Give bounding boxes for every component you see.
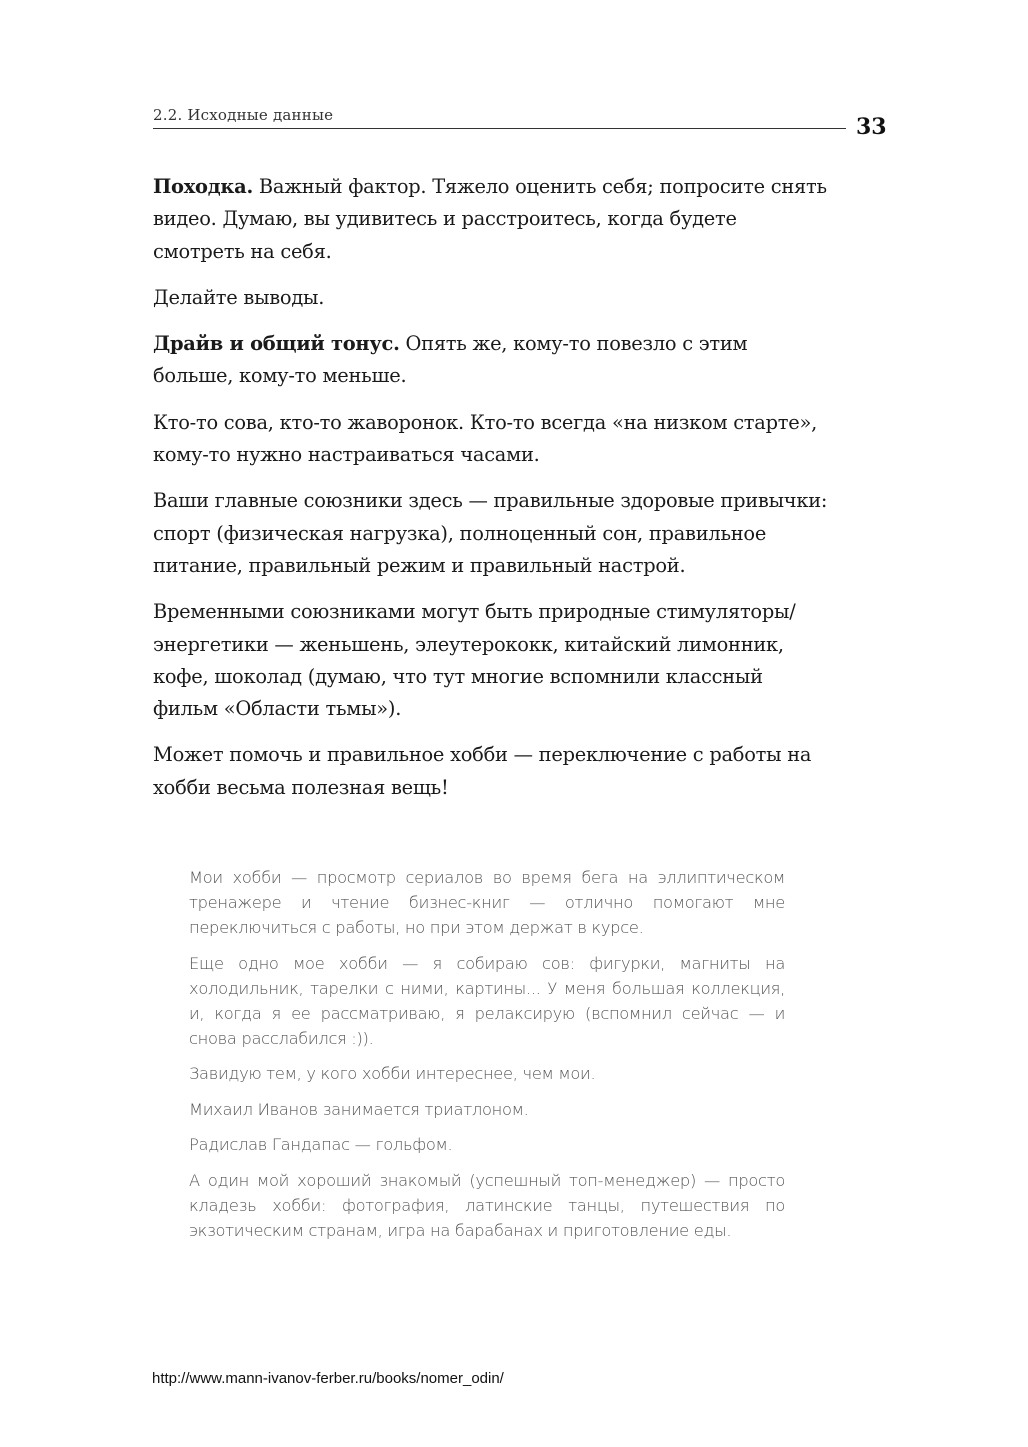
- comment-paragraph: Еще одно мое хобби — я собираю сов: фигурки, магниты на холодильник, тарелки с ними, картины... У меня большая коллекция, и, когда я ее рассматриваю, я релаксирую (вспомнил сейчас — и снова расслабился :)).: [189, 953, 785, 1048]
- comment-paragraph: Радислав Гандапас — гольфом.: [189, 1135, 453, 1154]
- main-text: [153, 171, 828, 818]
- author-comment-block: [189, 865, 785, 1253]
- footer-url-link[interactable]: http://www.mann-ivanov-ferber.ru/books/nomer_odin/: [152, 1370, 504, 1387]
- paragraph-lead: Драйв и общий тонус.: [153, 332, 400, 356]
- paragraph-owl-lark: Кто-то сова, кто-то жаворонок. Кто-то всегда «на низком старте», кому-то нужно настраиваться часами.: [153, 410, 817, 467]
- header-divider: [153, 128, 846, 129]
- comment-paragraph: А один мой хороший знакомый (успешный топ-менеджер) — просто кладезь хобби: фотография, латинские танцы, путешествия по экзотическим странам, игра на барабанах и приготовление еды.: [189, 1170, 785, 1240]
- paragraph-gait: [153, 171, 828, 268]
- paragraph-stimulants: Временными союзниками могут быть природные стимуляторы/энергетики — женьшень, элеутерококк, китайский лимонник, кофе, шоколад (думаю, что тут многие вспомнили классный фильм «Области тьмы»).: [153, 600, 796, 721]
- comment-paragraph: Завидую тем, у кого хобби интереснее, чем мои.: [189, 1064, 596, 1083]
- paragraph-habits: Ваши главные союзники здесь — правильные здоровые привычки: спорт (физическая нагрузка), полноценный сон, правильное питание, правильный режим и правильный настрой.: [153, 489, 828, 577]
- paragraph-conclusions: Делайте выводы.: [153, 285, 325, 309]
- paragraph-text: Важный фактор. Тяжело оценить себя; попросите снять видео. Думаю, вы удивитесь и расстроитесь, когда будете смотреть на себя.: [153, 175, 827, 263]
- running-head: 2.2. Исходные данные: [153, 106, 334, 124]
- comment-paragraph: Мои хобби — просмотр сериалов во время бега на эллиптическом тренажере и чтение бизнес-книг — отлично помогают мне переключиться с работы, но при этом держат в курсе.: [189, 868, 785, 937]
- paragraph-text: Опять же, кому-то повезло с этим больше, кому-то меньше.: [153, 332, 748, 388]
- paragraph-lead: Походка.: [153, 175, 253, 198]
- page-number: 33: [856, 114, 887, 140]
- comment-paragraph: Михаил Иванов занимается триатлоном.: [189, 1099, 529, 1119]
- paragraph-drive: [153, 328, 828, 393]
- paragraph-hobby: Может помочь и правильное хобби — переключение с работы на хобби весьма полезная вещь!: [153, 743, 812, 799]
